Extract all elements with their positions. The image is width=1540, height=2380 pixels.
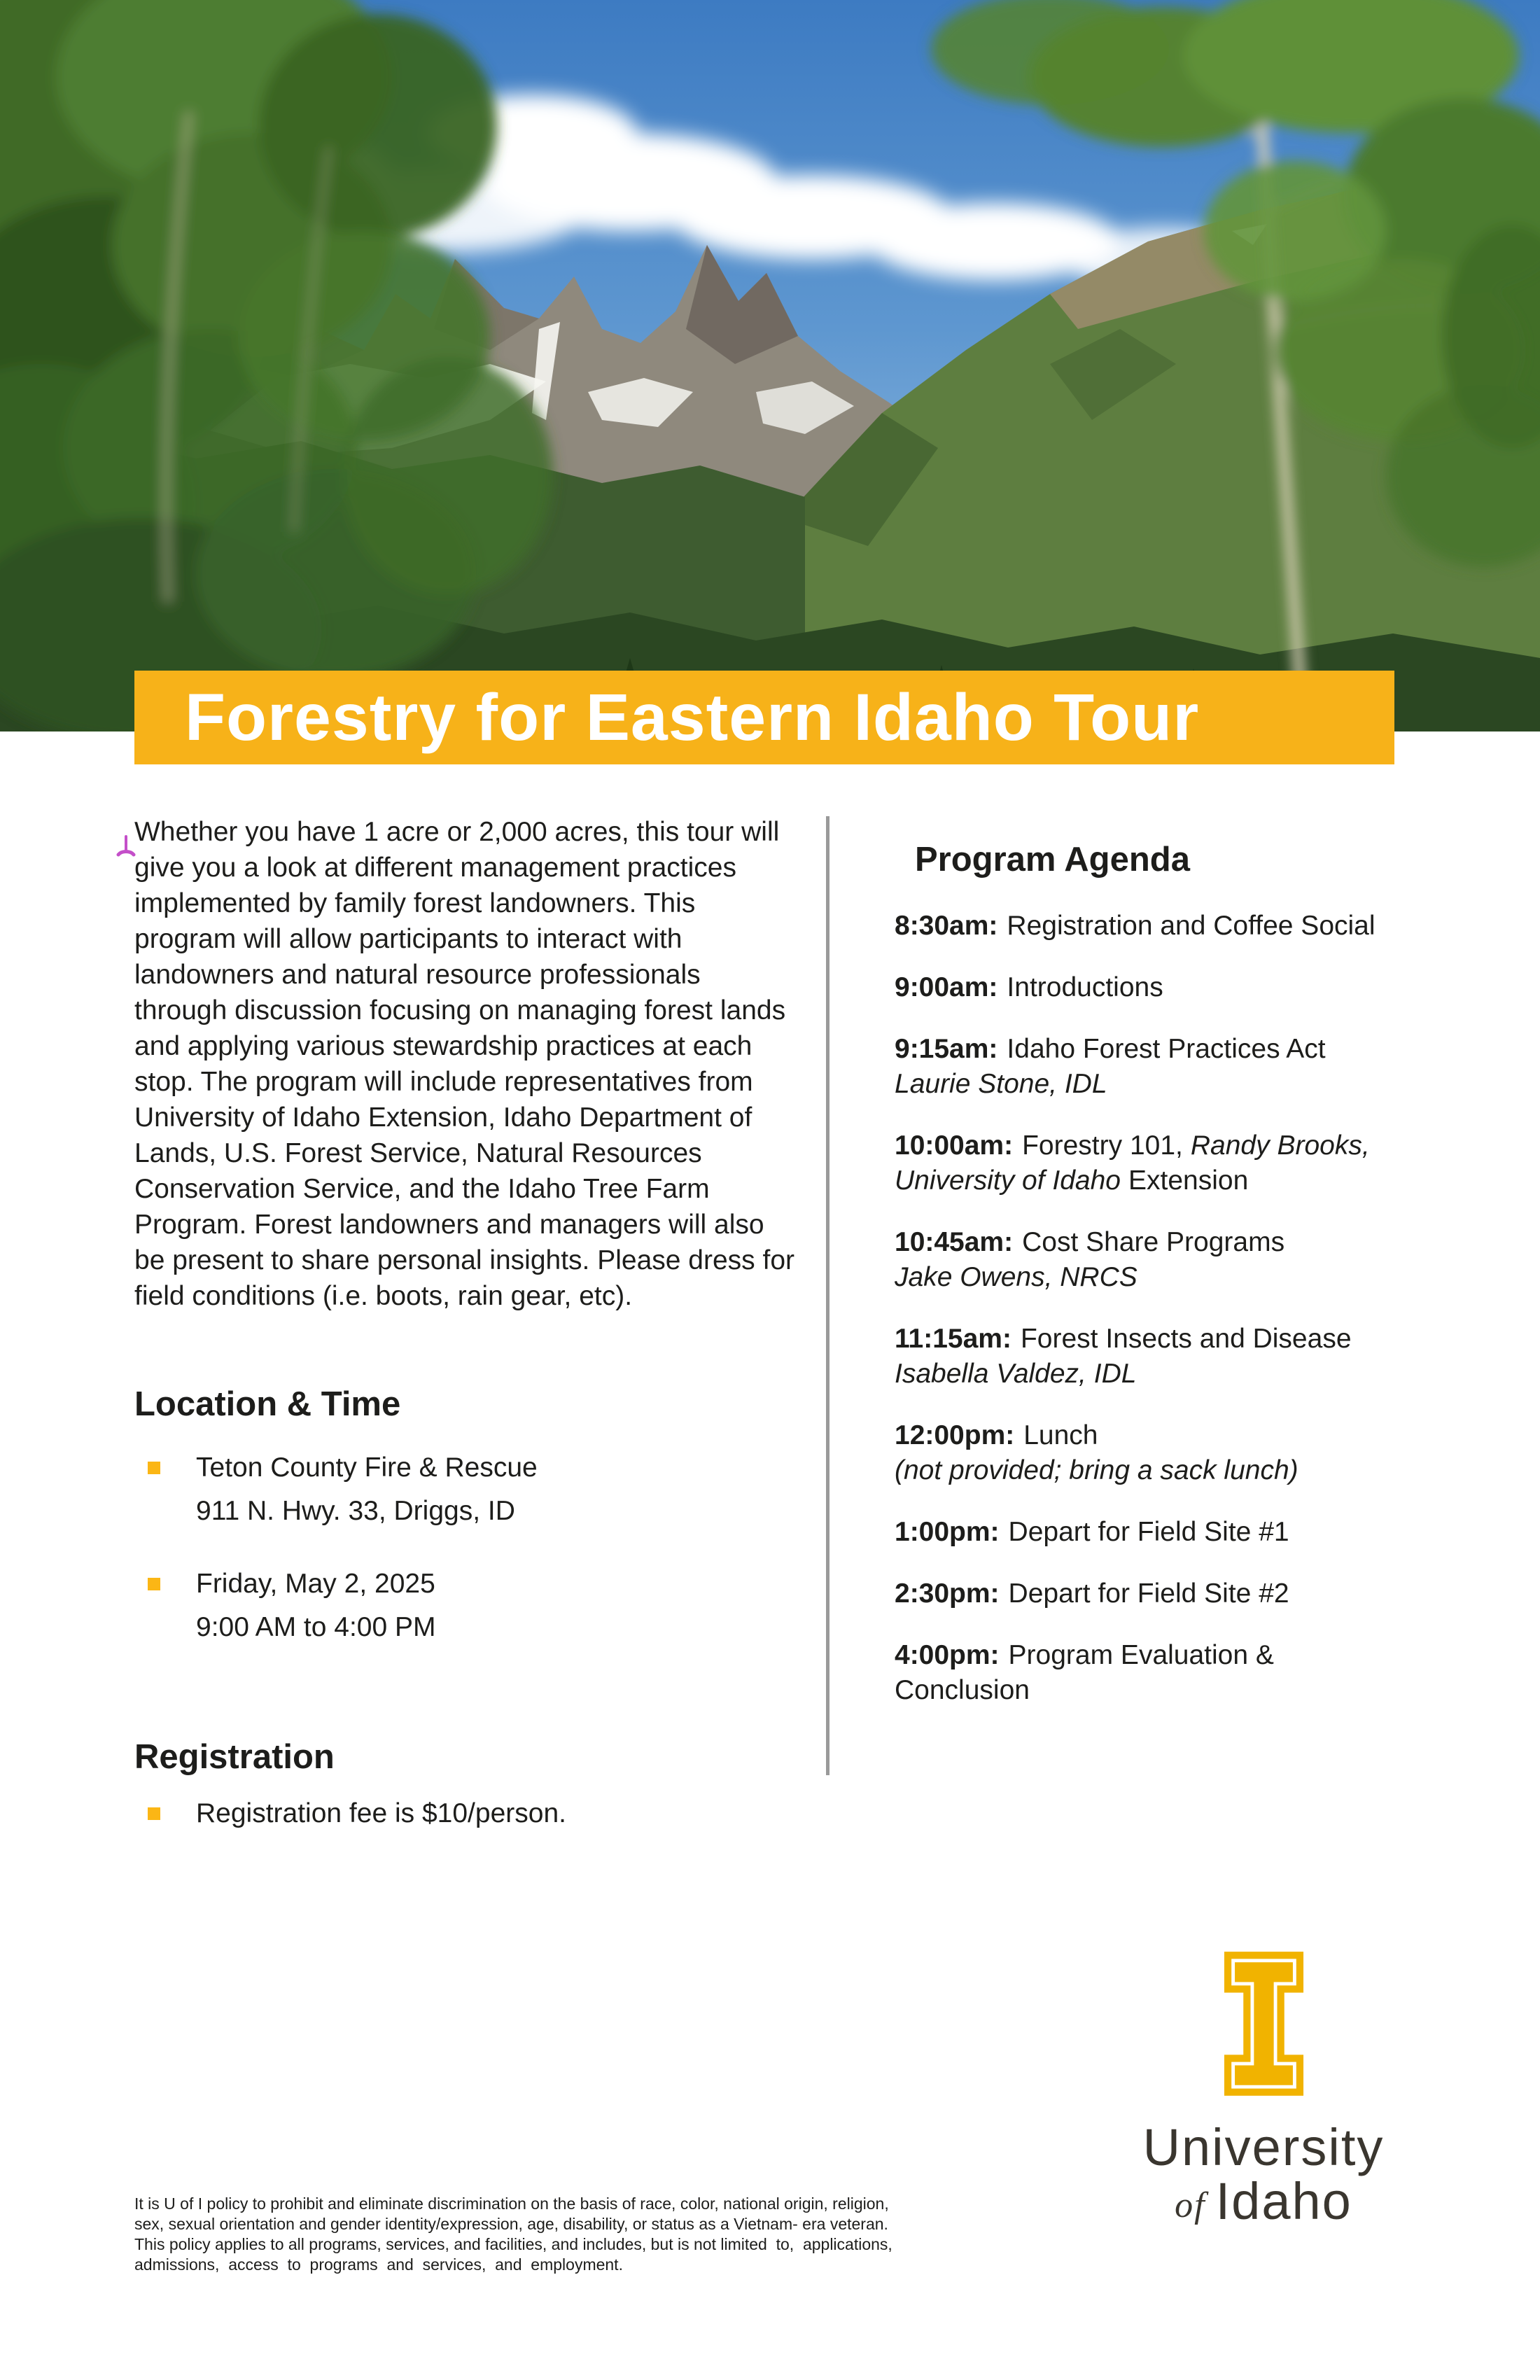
bullet-square-icon — [148, 1462, 160, 1474]
agenda-item — [895, 1515, 1476, 1550]
registration-bullet — [148, 1792, 566, 1835]
title-banner — [134, 671, 1394, 764]
datetime-bullet — [148, 1562, 436, 1649]
agenda-item — [895, 1638, 1476, 1708]
event-date: Friday, May 2, 2025 — [196, 1569, 435, 1599]
agenda-item — [895, 1322, 1476, 1392]
policy-line: sex, sexual orientation and gender identity/expression, age, disability, or status as a Vietnam- era veteran. — [134, 2215, 888, 2233]
agenda-title: Cost Share Programs — [1022, 1227, 1285, 1257]
agenda-time: 2:30pm: — [895, 1578, 1000, 1609]
agenda-item — [895, 970, 1476, 1005]
agenda-title: Forest Insects and Disease — [1020, 1324, 1352, 1354]
event-time: 9:00 AM to 4:00 PM — [196, 1612, 436, 1642]
location-venue: Teton County Fire & Rescue — [196, 1452, 538, 1483]
agenda-time: 9:00am: — [895, 972, 998, 1002]
university-of-idaho-logo — [1096, 1950, 1432, 2234]
agenda-title: Lunch — [1023, 1420, 1098, 1450]
uidaho-block-i-logo — [1223, 1950, 1305, 2097]
registration-fee: Registration fee is $10/person. — [196, 1798, 566, 1828]
hero-photo-illustration — [0, 0, 1540, 732]
agenda-time: 9:15am: — [895, 1034, 998, 1064]
agenda-item — [895, 909, 1476, 944]
location-address: 911 N. Hwy. 33, Driggs, ID — [196, 1496, 515, 1526]
agenda-title: Idaho Forest Practices Act — [1007, 1034, 1326, 1064]
object-anchor-icon — [116, 834, 136, 860]
intro-paragraph: Whether you have 1 acre or 2,000 acres, this tour will give you a look at different management practices implemented by family forest landowners. This program will allow participants to interact with landowners and natural resource professionals through discussion focusing on managing forest lands and applying various stewardship practices at each stop. The program will include representatives from University of Idaho Extension, Idaho Department of Lands, U.S. Forest Service, Natural Resources Conservation Service, and the Idaho Tree Farm Program. Forest landowners and managers will also be present to share personal insights. Please dress for field conditions (i.e. boots, rain gear, etc). — [134, 817, 795, 1311]
agenda-title: Registration and Coffee Social — [1007, 911, 1376, 941]
registration-heading: Registration — [134, 1738, 335, 1776]
agenda-title: Introductions — [1007, 972, 1163, 1002]
agenda-item — [895, 1576, 1476, 1611]
agenda-title: Depart for Field Site #2 — [1008, 1578, 1289, 1609]
page-title: Forestry for Eastern Idaho Tour — [185, 680, 1200, 755]
agenda-item — [895, 1032, 1476, 1102]
location-time-heading: Location & Time — [134, 1385, 401, 1423]
logo-word-of: of — [1175, 2185, 1206, 2225]
policy-line: It is U of I policy to prohibit and eliminate discrimination on the basis of race, color, national origin, religion, — [134, 2194, 889, 2213]
policy-line: This policy applies to all programs, services, and facilities, and includes, but is not limited to, applications, — [134, 2235, 892, 2253]
agenda-note: (not provided; bring a sack lunch) — [895, 1455, 1298, 1485]
agenda-speaker: Isabella Valdez, IDL — [895, 1359, 1137, 1389]
logo-word-university: University — [1142, 2118, 1385, 2176]
agenda-heading: Program Agenda — [915, 841, 1190, 878]
logo-word-idaho: Idaho — [1215, 2172, 1352, 2230]
column-divider — [826, 816, 830, 1775]
agenda-time: 1:00pm: — [895, 1517, 1000, 1547]
agenda-item — [895, 1418, 1476, 1488]
agenda-time: 8:30am: — [895, 911, 998, 941]
location-bullet — [148, 1446, 538, 1533]
agenda-time: 4:00pm: — [895, 1640, 1000, 1670]
nondiscrimination-policy — [134, 2194, 892, 2275]
bullet-square-icon — [148, 1807, 160, 1820]
agenda-title: Conclusion — [895, 1675, 1030, 1705]
agenda-title: Extension — [1128, 1166, 1249, 1196]
agenda-title: Forestry 101, — [1022, 1130, 1183, 1161]
agenda-speaker: Randy Brooks, — [1190, 1130, 1370, 1161]
agenda-time: 12:00pm: — [895, 1420, 1015, 1450]
agenda-time: 10:00am: — [895, 1130, 1014, 1161]
agenda-item — [895, 1128, 1476, 1198]
agenda-speaker: Jake Owens, NRCS — [895, 1262, 1138, 1292]
logo-wordmark — [1096, 2118, 1432, 2234]
agenda-time: 10:45am: — [895, 1227, 1014, 1257]
bullet-square-icon — [148, 1578, 160, 1590]
agenda-speaker: Laurie Stone, IDL — [895, 1069, 1107, 1099]
agenda-title: Depart for Field Site #1 — [1008, 1517, 1289, 1547]
agenda-time: 11:15am: — [895, 1324, 1011, 1354]
agenda-title: Program Evaluation & — [1008, 1640, 1274, 1670]
policy-line: admissions, access to programs and services, and employment. — [134, 2255, 623, 2274]
agenda-speaker: University of Idaho — [895, 1166, 1121, 1196]
hero-photo — [0, 0, 1540, 732]
agenda-item — [895, 1225, 1476, 1295]
agenda-list — [895, 909, 1476, 1735]
